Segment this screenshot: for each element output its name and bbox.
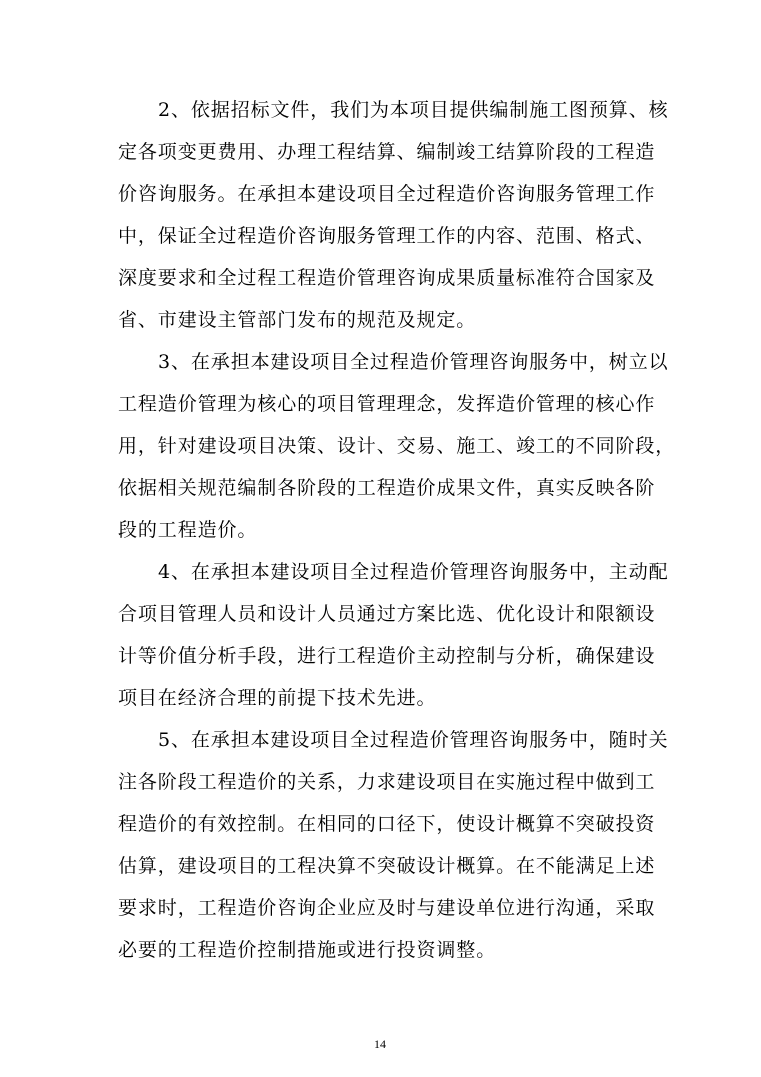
- paragraph-5-line-2: 注各阶段工程造价的关系，力求建设项目在实施过程中做到工: [118, 771, 656, 793]
- paragraph-3-line-1: 3、在承担本建设项目全过程造价管理咨询服务中，树立以: [158, 351, 669, 373]
- paragraph-4-line-2: 合项目管理人员和设计人员通过方案比选、优化设计和限额设: [118, 603, 656, 625]
- paragraph-2-line-3: 价咨询服务。在承担本建设项目全过程造价咨询服务管理工作: [118, 183, 656, 205]
- paragraph-2-line-4: 中，保证全过程造价咨询服务管理工作的内容、范围、格式、: [118, 225, 656, 247]
- paragraph-5-line-1: 5、在承担本建设项目全过程造价管理咨询服务中，随时关: [158, 729, 669, 751]
- paragraph-5-line-4: 估算，建设项目的工程决算不突破设计概算。在不能满足上述: [118, 855, 656, 877]
- paragraph-2-line-6: 省、市建设主管部门发布的规范及规定。: [118, 309, 477, 331]
- paragraph-2-line-5: 深度要求和全过程工程造价管理咨询成果质量标准符合国家及: [118, 267, 656, 289]
- paragraph-3-line-4: 依据相关规范编制各阶段的工程造价成果文件，真实反映各阶: [118, 477, 656, 499]
- paragraph-2-line-2: 定各项变更费用、办理工程结算、编制竣工结算阶段的工程造: [118, 141, 656, 163]
- paragraph-4-line-1: 4、在承担本建设项目全过程造价管理咨询服务中，主动配: [158, 561, 669, 583]
- paragraph-5-line-3: 程造价的有效控制。在相同的口径下，使设计概算不突破投资: [118, 813, 656, 835]
- paragraph-5-line-6: 必要的工程造价控制措施或进行投资调整。: [118, 939, 497, 961]
- paragraph-4-line-3: 计等价值分析手段，进行工程造价主动控制与分析，确保建设: [118, 645, 656, 667]
- paragraph-3-line-2: 工程造价管理为核心的项目管理理念，发挥造价管理的核心作: [118, 393, 656, 415]
- paragraph-3-line-3: 用，针对建设项目决策、设计、交易、施工、竣工的不同阶段，: [118, 435, 676, 457]
- page-number: 14: [374, 1037, 386, 1051]
- paragraph-5-line-5: 要求时，工程造价咨询企业应及时与建设单位进行沟通，采取: [118, 897, 656, 919]
- paragraph-2-line-1: 2、依据招标文件，我们为本项目提供编制施工图预算、核: [158, 99, 669, 121]
- paragraph-4-line-4: 项目在经济合理的前提下技术先进。: [118, 687, 437, 709]
- paragraph-3-line-5: 段的工程造价。: [118, 519, 258, 541]
